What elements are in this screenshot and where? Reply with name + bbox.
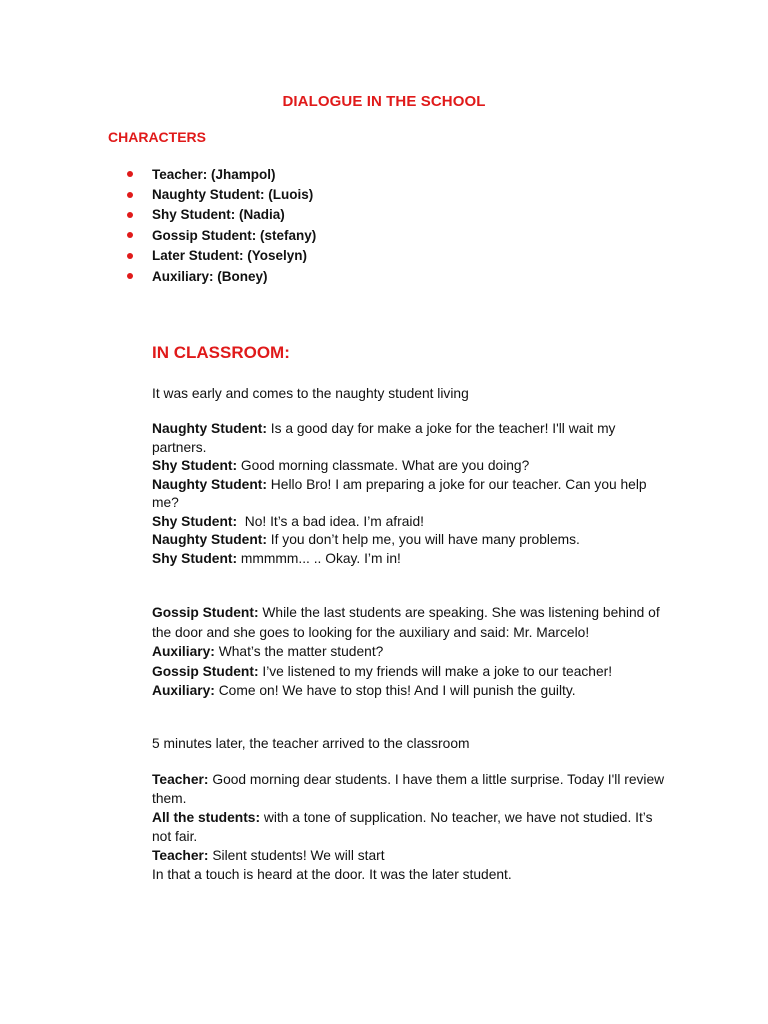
speaker-name: Gossip Student: <box>152 663 259 679</box>
list-item <box>127 205 316 225</box>
dialogue-line <box>152 865 672 884</box>
speaker-name: Shy Student: <box>152 513 238 529</box>
speaker-name: Naughty Student: <box>152 532 267 547</box>
speaker-name: Naughty Student: <box>152 476 267 492</box>
dialogue-text: If you don’t help me, you will have many problems. <box>266 532 580 547</box>
dialogue-line <box>152 846 672 865</box>
dialogue-line <box>152 681 672 701</box>
bullet-icon <box>127 273 133 279</box>
list-item <box>127 184 316 204</box>
dialogue-text: What’s the matter student? <box>214 644 384 659</box>
speaker-name: Teacher: <box>152 848 209 863</box>
dialogue-line <box>152 457 672 476</box>
dialogue-line <box>152 642 672 662</box>
characters-list <box>127 164 316 286</box>
speaker-name: Shy Student: <box>152 550 238 566</box>
dialogue-line <box>152 531 672 550</box>
dialogue-line <box>152 476 672 513</box>
list-item <box>127 164 316 184</box>
speaker-name: Auxiliary: <box>152 683 215 698</box>
narration-line: 5 minutes later, the teacher arrived to the classroom <box>152 736 470 751</box>
dialogue-text: I’ve listened to my friends will make a joke to our teacher! <box>258 663 613 679</box>
bullet-icon <box>127 253 133 259</box>
dialogue-text: Is a good day for make a joke for the teacher! I'll wait my partners. <box>152 421 616 455</box>
dialogue-text: Hello Bro! I am preparing a joke for our teacher. Can you help me? <box>152 476 647 510</box>
intro-paragraph: It was early and comes to the naughty student living <box>152 386 469 401</box>
dialogue-block-2 <box>152 603 672 701</box>
speaker-name: Teacher: <box>152 772 209 787</box>
dialogue-line <box>152 420 672 457</box>
bullet-icon <box>127 232 133 238</box>
character-name: Naughty Student: (Luois) <box>152 187 314 203</box>
dialogue-line <box>152 603 672 642</box>
list-item <box>127 266 316 286</box>
dialogue-text: In that a touch is heard at the door. It was the later student. <box>152 867 512 882</box>
character-name: Later Student: (Yoselyn) <box>152 248 308 264</box>
list-item <box>127 225 316 245</box>
dialogue-text: No! It’s a bad idea. I’m afraid! <box>237 513 424 529</box>
dialogue-text: Good morning classmate. What are you doing? <box>237 458 530 473</box>
dialogue-block-3 <box>152 770 672 884</box>
characters-heading: CHARACTERS <box>108 129 206 145</box>
character-name: Shy Student: (Nadia) <box>152 207 285 223</box>
character-name: Teacher: (Jhampol) <box>152 166 276 182</box>
dialogue-line <box>152 513 672 532</box>
character-name: Auxiliary: (Boney) <box>152 268 268 284</box>
dialogue-text: Silent students! We will start <box>208 848 385 863</box>
speaker-name: Naughty Student: <box>152 421 267 436</box>
dialogue-text: Good morning dear students. I have them a little surprise. Today I'll review them. <box>152 772 665 806</box>
speaker-name: Gossip Student: <box>152 605 259 620</box>
dialogue-line <box>152 550 672 569</box>
speaker-name: Shy Student: <box>152 458 238 473</box>
document-title: DIALOGUE IN THE SCHOOL <box>282 93 486 110</box>
speaker-name: Auxiliary: <box>152 644 215 659</box>
bullet-icon <box>127 171 133 177</box>
dialogue-line <box>152 770 672 808</box>
dialogue-text: Come on! We have to stop this! And I will punish the guilty. <box>214 683 576 698</box>
bullet-icon <box>127 212 133 218</box>
section-heading: IN CLASSROOM: <box>152 343 290 362</box>
speaker-name: All the students: <box>152 810 261 825</box>
character-name: Gossip Student: (stefany) <box>152 227 317 243</box>
dialogue-text: mmmmm... .. Okay. I’m in! <box>237 550 401 566</box>
dialogue-block-1 <box>152 420 672 568</box>
dialogue-text: While the last students are speaking. She was listening behind of the door and she goes to looking for the auxiliary and said: Mr. Marcelo! <box>152 605 660 640</box>
list-item <box>127 246 316 266</box>
dialogue-text: with a tone of supplication. No teacher, we have not studied. It’s not fair. <box>152 810 653 844</box>
bullet-icon <box>127 192 133 198</box>
dialogue-line <box>152 662 672 682</box>
dialogue-line <box>152 808 672 846</box>
